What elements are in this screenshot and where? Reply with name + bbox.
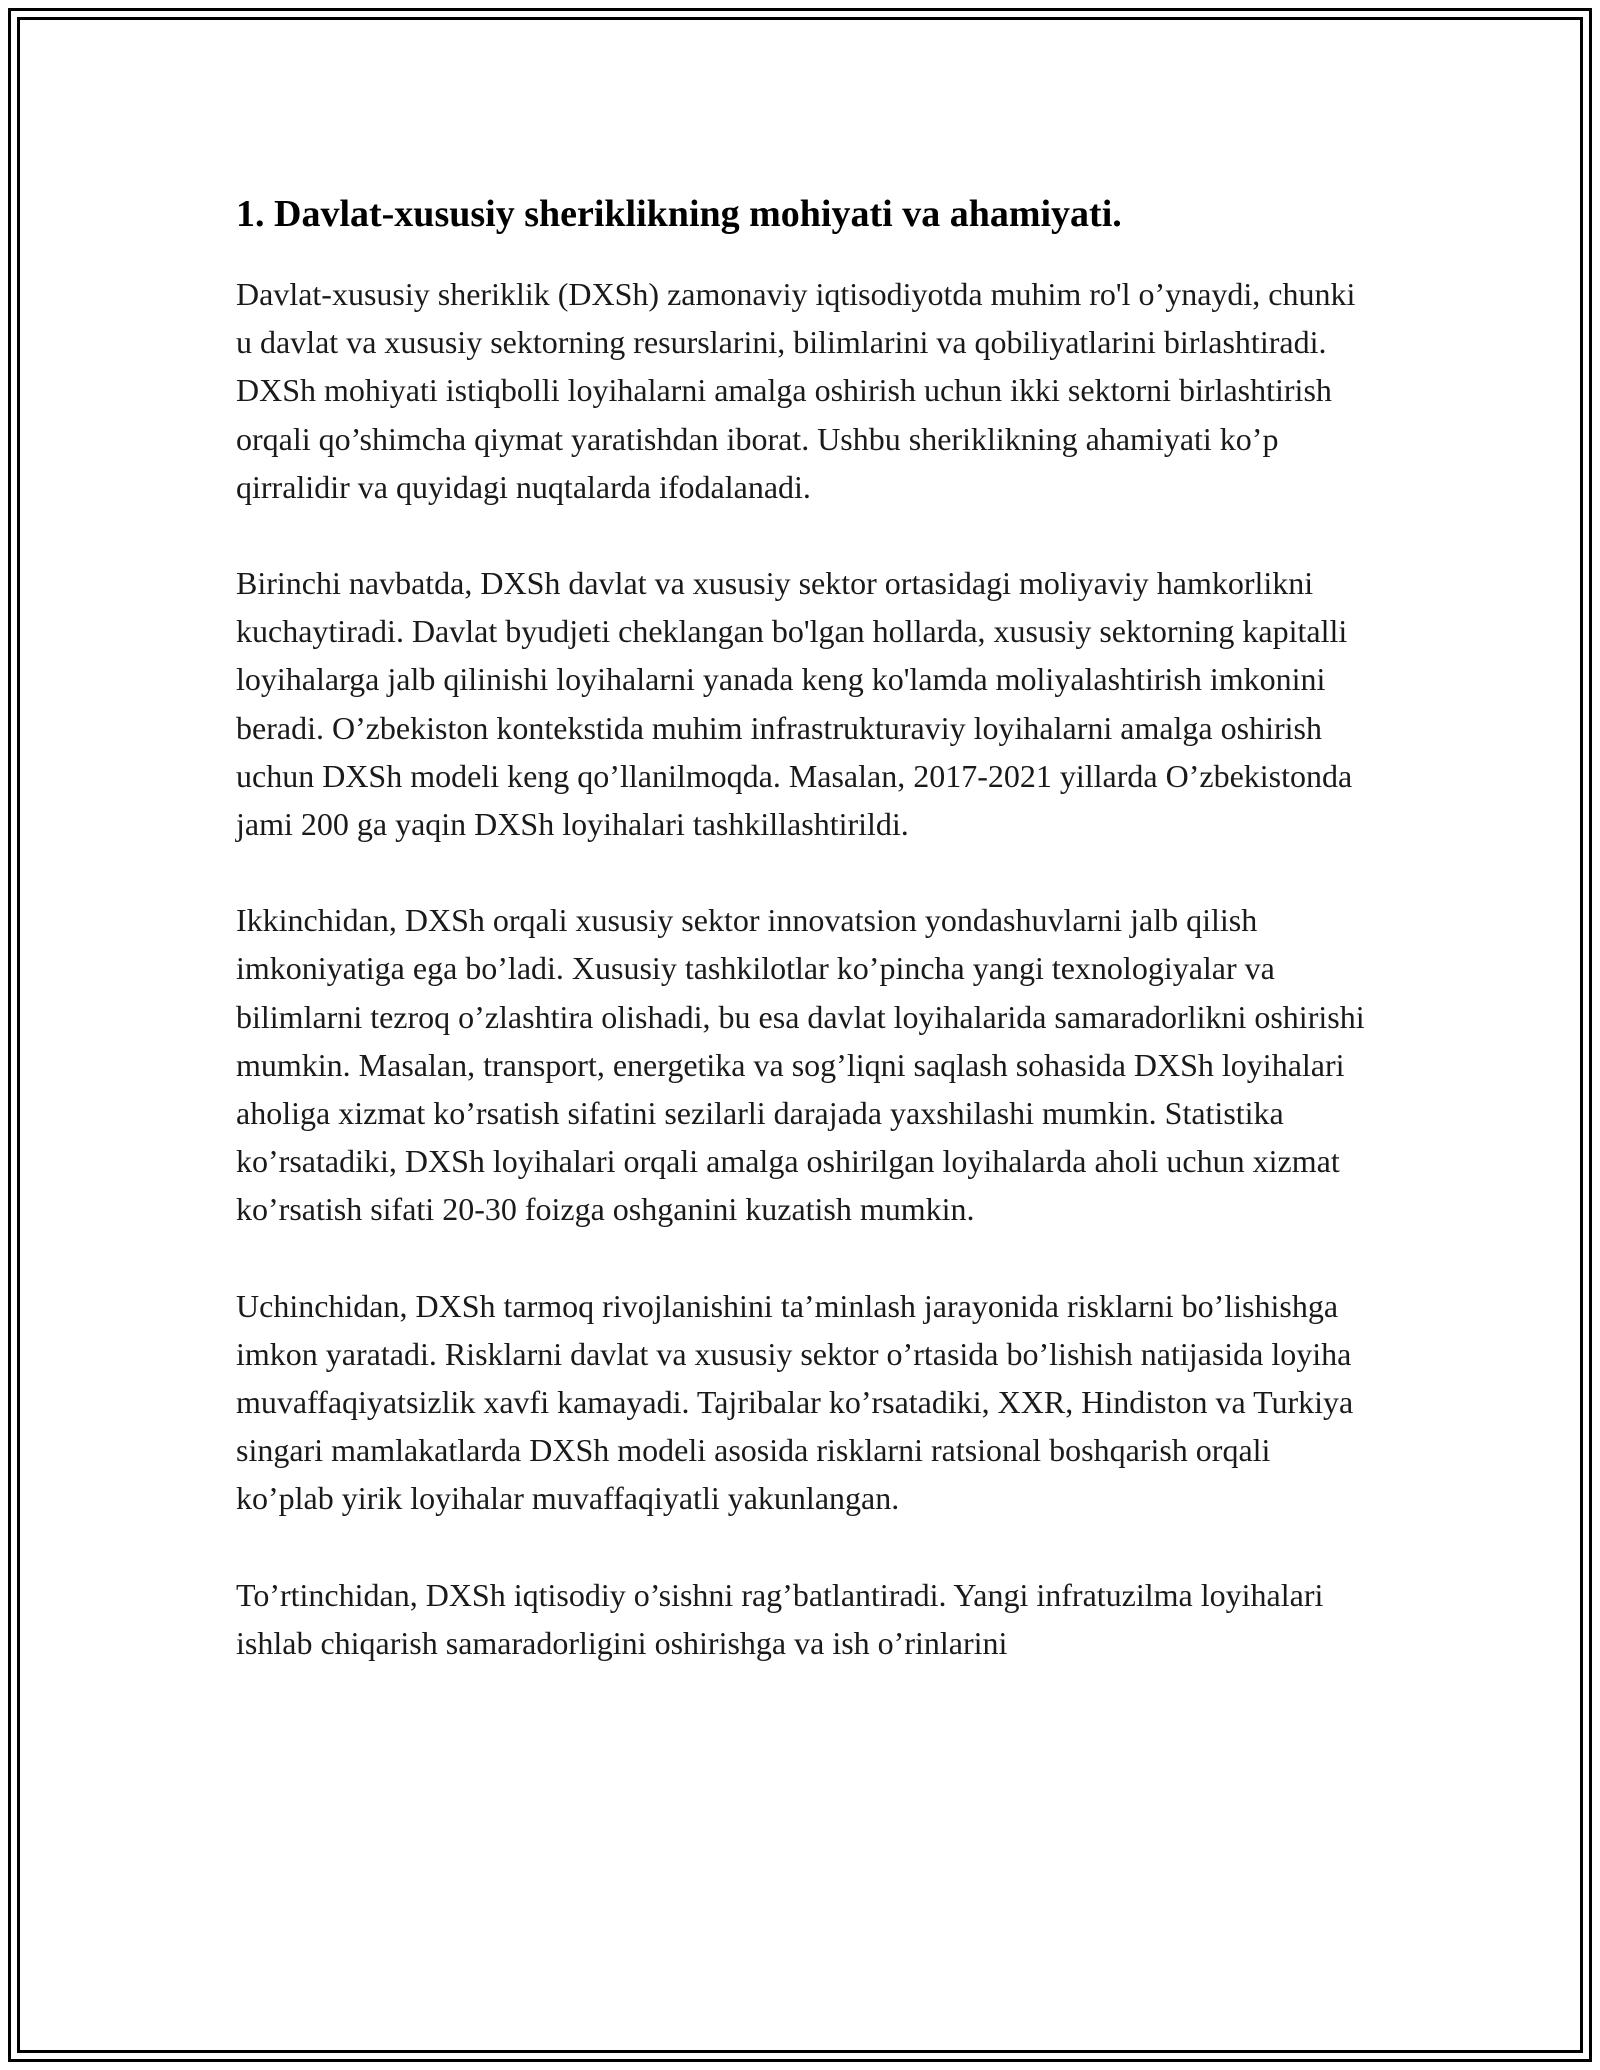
paragraph-second-point: Ikkinchidan, DXSh orqali xususiy sektor innovatsion yondashuvlarni jalb qilish imkoniyatiga ega bo’ladi. Xususiy tashkilotlar ko’pincha yangi texnologiyalar va bilimlarni tezroq o’zlashtira olishadi, bu esa davlat loyihalarida samaradorlikni oshirishi mumkin. Masalan, transport, energetika va sog’liqni saqlash sohasida DXSh loyihalari aholiga xizmat ko’rsatish sifatini sezilarli darajada yaxshilashi mumkin. Statistika ko’rsatadiki, DXSh loyihalari orqali amalga oshirilgan loyihalarda aholi uchun xizmat ko’rsatish sifati 20-30 foizga oshganini kuzatish mumkin. [236, 902, 1365, 1228]
section-heading: 1. Davlat-xususiy sheriklikning mohiyati va ahamiyati. [236, 193, 1122, 235]
paragraph-fourth-point: To’rtinchidan, DXSh iqtisodiy o’sishni rag’batlantiradi. Yangi infratuzilma loyihalari ishlab chiqarish samaradorligini oshirishga va ish o’rinlarini [236, 1576, 1324, 1661]
paragraph-first-point: Birinchi navbatda, DXSh davlat va xususiy sektor ortasidagi moliyaviy hamkorlikni kuchaytiradi. Davlat byudjeti cheklangan bo'lgan hollarda, xususiy sektorning kapitalli loyihalarga jalb qilinishi loyihalarni yanada keng ko'lamda moliyalashtirish imkonini beradi. O’zbekiston kontekstida muhim infrastrukturaviy loyihalarni amalga oshirish uchun DXSh modeli keng qo’llanilmoqda. Masalan, 2017-2021 yillarda O’zbekistonda jami 200 ga yaqin DXSh loyihalari tashkillashtirildi. [236, 565, 1353, 843]
document-body [236, 182, 1376, 1715]
paragraph-third-point: Uchinchidan, DXSh tarmoq rivojlanishini ta’minlash jarayonida risklarni bo’lishishga imkon yaratadi. Risklarni davlat va xususiy sektor o’rtasida bo’lishish natijasida loyiha muvaffaqiyatsizlik xavfi kamayadi. Tajribalar ko’rsatadiki, XXR, Hindiston va Turkiya singari mamlakatlarda DXSh modeli asosida risklarni ratsional boshqarish orqali ko’plab yirik loyihalar muvaffaqiyatli yakunlangan. [236, 1287, 1354, 1517]
paragraph-intro: Davlat-xususiy sheriklik (DXSh) zamonaviy iqtisodiyotda muhim ro'l o’ynaydi, chunki u davlat va xususiy sektorning resurslarini, bilimlarini va qobiliyatlarini birlashtiradi. DXSh mohiyati istiqbolli loyihalarni amalga oshirish uchun ikki sektorni birlashtirish orqali qo’shimcha qiymat yaratishdan iborat. Ushbu sheriklikning ahamiyati ko’p qirralidir va quyidagi nuqtalarda ifodalanadi. [236, 276, 1356, 505]
